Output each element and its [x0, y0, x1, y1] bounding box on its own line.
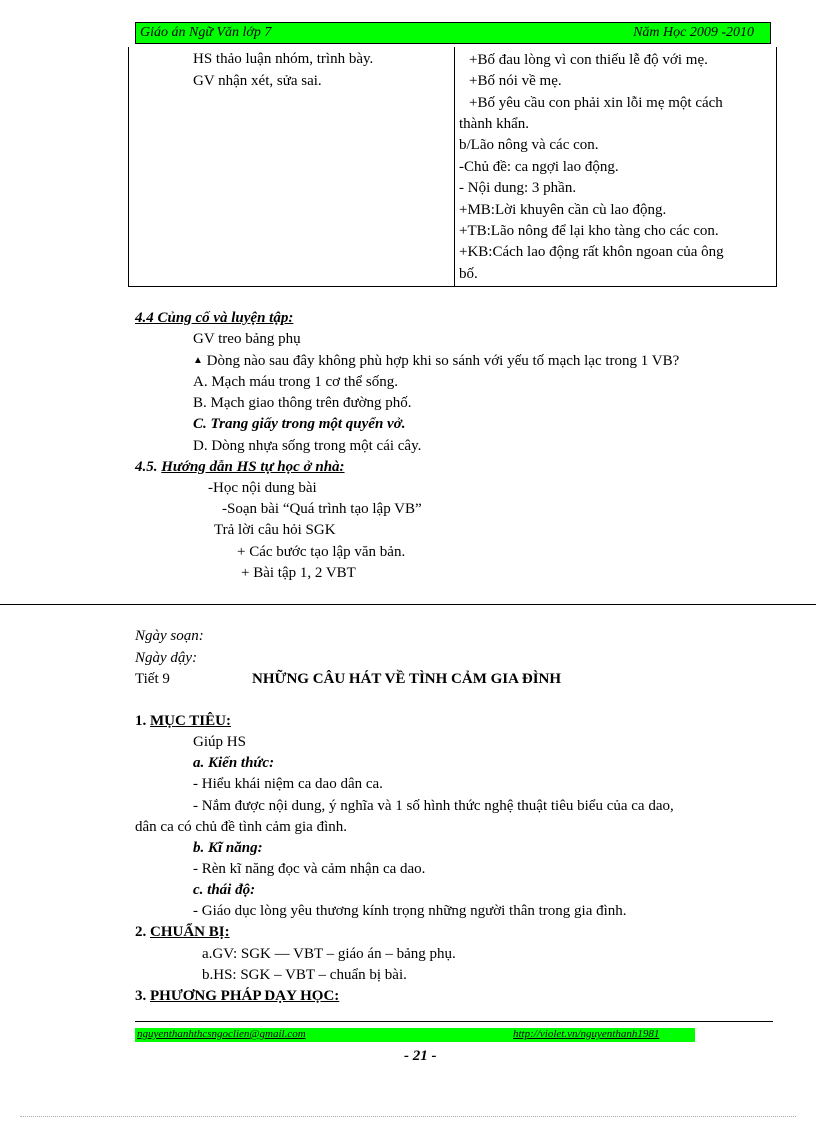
homework-line: -Soạn bài “Quá trình tạo lập VB” [222, 501, 422, 517]
homework-line: + Các bước tạo lập văn bản. [237, 544, 406, 560]
page-footer [135, 1028, 695, 1042]
table-right-line: +KB:Cách lao động rất khôn ngoan của ông [459, 244, 724, 260]
table-right-line: +Bố đau lòng vì con thiếu lễ độ với mẹ. [469, 52, 708, 68]
table-right-line: b/Lão nông và các con. [459, 137, 599, 153]
homework-line: + Bài tập 1, 2 VBT [241, 565, 356, 581]
table-left-line: GV nhận xét, sửa sai. [193, 73, 322, 89]
section-title: CHUẨN BỊ: [150, 924, 230, 940]
section-4-4-intro: GV treo bảng phụ [193, 331, 301, 347]
section-title: Hướng dẫn HS tự học ở nhà: [161, 459, 345, 475]
section-number: 3. [135, 988, 147, 1004]
header-left-text: Giáo án Ngữ Văn lớp 7 [140, 25, 272, 40]
answer-option-correct: C. Trang giấy trong một quyển vở. [193, 416, 406, 432]
phuong-phap-heading [135, 988, 339, 1005]
section-number: 1. [135, 713, 147, 729]
kien-thuc-line: - Nắm được nội dung, ý nghĩa và 1 số hình thức nghệ thuật tiêu biểu của ca dao, [193, 798, 674, 814]
section-4-4-heading [135, 310, 293, 327]
table-right-line: +Bố yêu cầu con phải xin lỗi mẹ một cách [469, 95, 723, 111]
section-number: 2. [135, 924, 147, 940]
chuan-bi-heading [135, 924, 230, 941]
table-right-line: +TB:Lão nông để lại kho tàng cho các con. [459, 223, 719, 239]
page-number: - 21 - [404, 1048, 437, 1064]
homework-line: -Học nội dung bài [208, 480, 317, 496]
table-right-line: bố. [459, 266, 478, 282]
table-right-line: -Chủ đề: ca ngợi lao động. [459, 159, 619, 175]
lesson-title: NHỮNG CÂU HÁT VỀ TÌNH CẢM GIA ĐÌNH [252, 671, 562, 687]
page-header [135, 22, 771, 44]
homework-line: Trả lời câu hỏi SGK [214, 522, 336, 538]
answer-option: D. Dòng nhựa sống trong một cái cây. [193, 438, 422, 454]
table-right-line: - Nội dung: 3 phần. [459, 180, 577, 196]
kien-thuc-line-cont: dân ca có chủ đề tình cảm gia đình. [135, 819, 348, 835]
kien-thuc-heading: a. Kiến thức: [193, 755, 275, 771]
section-title: PHƯƠNG PHÁP DẠY HỌC: [150, 988, 340, 1004]
muc-tieu-heading [135, 713, 231, 730]
table-right-line: thành khẩn. [459, 116, 529, 132]
chuan-bi-hs: b.HS: SGK – VBT – chuẩn bị bài. [202, 967, 407, 983]
page-separator [0, 604, 816, 605]
table-column-divider [454, 47, 455, 286]
table-left-line: HS thảo luận nhóm, trình bày. [193, 51, 374, 67]
section-number: 4.5. [135, 459, 158, 475]
section-title: MỤC TIÊU: [150, 713, 231, 729]
section-4-5-heading [135, 459, 345, 476]
section-number: 4.4 [135, 310, 154, 326]
tiet-label: Tiết 9 [135, 671, 170, 687]
table-right-line: +Bố nói về mẹ. [469, 73, 562, 89]
table-right-line: +MB:Lời khuyên cần cù lao động. [459, 202, 667, 218]
kien-thuc-line: - Hiểu khái niệm ca dao dân ca. [193, 776, 383, 792]
thai-do-line: - Giáo dục lòng yêu thương kính trọng những người thân trong gia đình. [193, 903, 627, 919]
chuan-bi-gv: a.GV: SGK — VBT – giáo án – bảng phụ. [202, 946, 456, 962]
ki-nang-line: - Rèn kĩ năng đọc và cảm nhận ca dao. [193, 861, 426, 877]
ngay-day-label: Ngày dậy: [135, 650, 198, 666]
footer-url-link[interactable]: http://violet.vn/nguyenthanh1981 [513, 1028, 660, 1040]
activity-table [128, 47, 777, 287]
footer-email-link[interactable]: nguyenthanhthcsngoclien@gmail.com [137, 1028, 306, 1040]
header-right-text: Năm Học 2009 -2010 [633, 25, 754, 40]
ki-nang-heading: b. Kĩ năng: [193, 840, 263, 856]
question-line [193, 353, 679, 370]
answer-option: A. Mạch máu trong 1 cơ thể sống. [193, 374, 398, 390]
triangle-bullet-icon: ▲ [193, 355, 203, 366]
thai-do-heading: c. thái độ: [193, 882, 256, 898]
footer-rule [135, 1021, 773, 1022]
question-text: Dòng nào sau đây không phù hợp khi so sánh với yếu tố mạch lạc trong 1 VB? [206, 353, 680, 369]
giup-hs-text: Giúp HS [193, 734, 246, 750]
page-bottom-edge [20, 1116, 796, 1117]
answer-option: B. Mạch giao thông trên đường phố. [193, 395, 412, 411]
ngay-soan-label: Ngày soạn: [135, 628, 204, 644]
section-title: Củng cố và luyện tập: [157, 310, 294, 326]
